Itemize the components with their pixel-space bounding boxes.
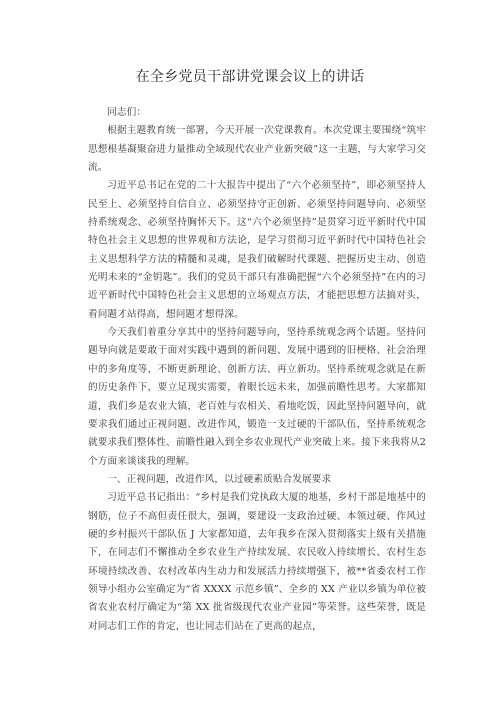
paragraph-six-musts: 习近平总书记在党的二十大报告中提出了“六个必须坚持”，即必须坚持人民至上、必须坚持自信自立、必须坚持守正创新、必须坚持问题导向、必须坚持系统观念、必须坚持胸怀天下。这“六个必须坚持”是贯穿习近平新时代中国特色社会主义思想的世界观和方法论，是学习贯彻习近平新时代中国特色社会主义思想科学方法的精髓和灵魂，是我们破解时代课题、把握历史主动、创造光明未来的“金钥匙”。我们的党员干部只有准确把握“六个必须坚持”在内的习近平新时代中国特色社会主义思想的立场观点方法，才能把思想方法搞对头，看问题才站得高，想问题才想得深。 xyxy=(88,180,426,320)
document-body xyxy=(88,104,426,636)
paragraph-section-one: 习近平总书记指出：“乡村是我们党执政大厦的地基，乡村干部是地基中的钢筋，位子不高但责任很大，强调，要建设一支政治过硬、本领过硬、作风过硬的乡村振兴干部队伍 J 大家都知道，去年我乡在深入贯彻落实上级有关措施下，在同志们不懈推动全乡农业生产持续发展、农民收入持续增长、农村生态环境持续改善、农村改革内生动力和发展活力持续增强下，被**省委农村工作领导小组办公室确定为“省 XXXX 示范乡镇”、全乡的 XX 产业以乡镇为单位被省农业农村厅确定为“第 XX 批省级现代农业产业园”等荣誉。这些荣誉，既是对同志们工作的肯定，也让同志们站在了更高的起点， xyxy=(88,492,426,632)
document-title: 在全乡党员干部讲党课会议上的讲话 xyxy=(135,69,365,85)
section-heading: 一、正视问题，改进作风，以过硬素质贴合发展要求 xyxy=(107,473,332,485)
paragraph-topics: 今天我们着重分享其中的坚持问题导向，坚持系统观念两个话题。坚持问题导向就是要敢于面对实践中遇到的新问题、发展中遇到的旧梗格、社会治理中的多角度等，不断更新理论、创新方法、再立新功。坚持系统观念就是在新的历史条件下，要立足现实需要，着眼长远未来，加强前瞻性思考。大家都知道，我们乡是农业大镇，老百姓与农相关、看地吃饭，因此坚持问题导向，就要求我们通过正视问题、改进作风，锻造一支过硬的干部队伍，坚持系统观念就要求我们整体性、前瞻性融入到全乡农业现代产业突破上来。接下来我将从2个方面来谈谈我的理解。 xyxy=(88,327,426,467)
salutation: 同志们： xyxy=(107,107,147,118)
paragraph-intro: 根据主题教育统一部署，今天开展一次党课教育。本次党课主要围绕“筑牢思想根基凝聚奋进力量推动全域现代农业产业新突破”这一主题，与大家学习交流。 xyxy=(88,125,426,174)
